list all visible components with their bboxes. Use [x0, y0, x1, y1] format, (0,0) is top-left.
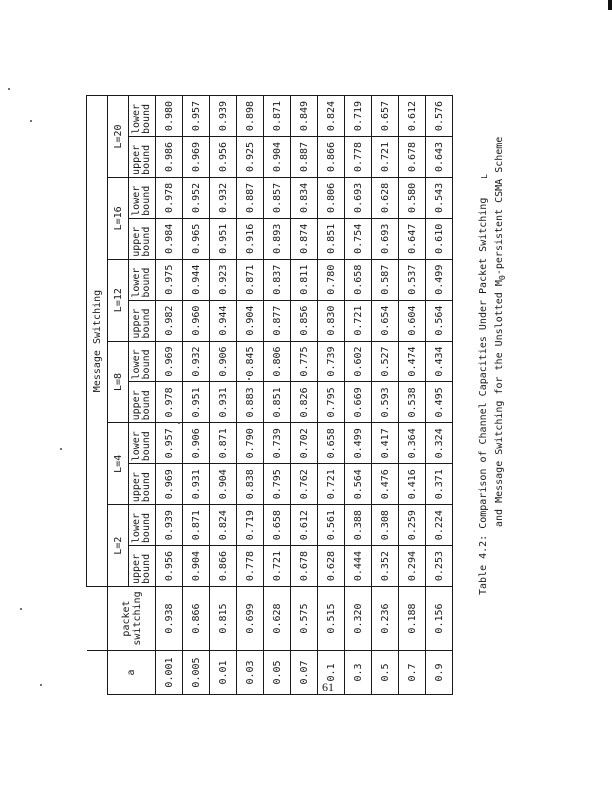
header-lower-bound: [129, 96, 156, 137]
cell-upper-bound: 0.951: [183, 382, 210, 423]
cell-upper-bound: 0.778: [345, 137, 372, 178]
cell-lower-bound: 0.957: [183, 96, 210, 137]
cell-upper-bound: 0.778: [237, 546, 264, 587]
cell-packet-switching: 0.320: [345, 587, 372, 651]
header-L-group: L=4: [108, 423, 129, 505]
cell-packet-switching: 0.866: [183, 587, 210, 651]
cell-upper-bound: 0.721: [345, 300, 372, 341]
cell-upper-bound: 0.984: [156, 218, 183, 259]
header-bound-word: bound: [141, 185, 152, 216]
caption-line-1: Table 4.2: Comparison of Channel Capacities Under Packet Switching: [478, 197, 489, 595]
cell-upper-bound: 0.762: [291, 464, 318, 505]
cell-lower-bound: 0.898: [237, 96, 264, 137]
cell-a: 0.001: [156, 651, 183, 695]
cell-packet-switching: 0.188: [399, 587, 426, 651]
cell-lower-bound: 0.871: [210, 423, 237, 464]
header-bound-word: bound: [141, 512, 152, 544]
cell-packet-switching: 0.515: [318, 587, 345, 651]
cell-upper-bound: 0.654: [372, 300, 399, 341]
cell-upper-bound: 0.856: [291, 300, 318, 341]
header-bound-word: bound: [141, 553, 152, 584]
header-L-group: L=8: [108, 341, 129, 423]
header-lower-word: lower: [131, 431, 142, 462]
header-lower-bound: [129, 423, 156, 464]
cell-lower-bound: 0.806: [318, 177, 345, 218]
scan-speck: [20, 608, 22, 610]
rotated-table-page: [86, 95, 526, 695]
caption-line-2-post: -persistent CSMA Scheme: [494, 136, 505, 276]
header-lower-word: lower: [131, 349, 142, 380]
cell-packet-switching: 0.938: [156, 587, 183, 651]
cell-a: 0.07: [291, 651, 318, 695]
header-upper-word: upper: [131, 144, 142, 175]
cell-upper-bound: 0.444: [345, 546, 372, 587]
cell-packet-switching: 0.628: [264, 587, 291, 651]
table-row: [237, 96, 264, 695]
header-packet-switching: [108, 587, 156, 651]
header-upper-bound: [129, 218, 156, 259]
cell-upper-bound: 0.721: [318, 464, 345, 505]
cell-lower-bound: 0.887: [237, 177, 264, 218]
cell-lower-bound: 0.308: [372, 505, 399, 546]
cell-a: 0.7: [399, 651, 426, 695]
table-row: [372, 96, 399, 695]
header-row-top: [87, 96, 108, 695]
cell-lower-bound: 0.543: [426, 177, 453, 218]
cell-a: 0.01: [210, 651, 237, 695]
cell-upper-bound: 0.721: [264, 546, 291, 587]
header-bound-word: bound: [141, 431, 152, 462]
cell-lower-bound: 0.975: [156, 259, 183, 300]
cell-lower-bound: 0.602: [345, 341, 372, 382]
page-number: 61: [322, 680, 334, 694]
scan-speck: [40, 684, 42, 686]
header-a: a: [108, 651, 156, 695]
cell-upper-bound: 0.669: [345, 382, 372, 423]
cell-lower-bound: 0.952: [183, 177, 210, 218]
table-row: [345, 96, 372, 695]
cell-lower-bound: 0.364: [399, 423, 426, 464]
cell-lower-bound: 0.576: [426, 96, 453, 137]
cell-lower-bound: 0.939: [156, 505, 183, 546]
scan-speck: [248, 378, 250, 380]
header-upper-word: upper: [131, 226, 142, 257]
cell-upper-bound: 0.904: [183, 546, 210, 587]
cell-lower-bound: 0.719: [237, 505, 264, 546]
cell-upper-bound: 0.960: [183, 300, 210, 341]
margin-mark: L: [479, 174, 489, 179]
cell-upper-bound: 0.916: [237, 218, 264, 259]
header-L-group: L=20: [108, 96, 129, 178]
cell-lower-bound: 0.906: [210, 341, 237, 382]
cell-lower-bound: 0.580: [399, 177, 426, 218]
cell-lower-bound: 0.612: [399, 96, 426, 137]
cell-lower-bound: 0.857: [264, 177, 291, 218]
header-lower-bound: [129, 259, 156, 300]
header-blank: [87, 587, 108, 651]
table-row: [156, 96, 183, 695]
cell-upper-bound: 0.925: [237, 137, 264, 178]
header-upper-bound: [129, 464, 156, 505]
cell-upper-bound: 0.495: [426, 382, 453, 423]
cell-upper-bound: 0.647: [399, 218, 426, 259]
cell-lower-bound: 0.932: [210, 177, 237, 218]
caption-line-2-pre: and Message Switching for the Unslotted M: [494, 280, 505, 527]
cell-lower-bound: 0.657: [372, 96, 399, 137]
cell-upper-bound: 0.604: [399, 300, 426, 341]
cell-a: 0.03: [237, 651, 264, 695]
header-upper-bound: [129, 300, 156, 341]
cell-upper-bound: 0.904: [210, 464, 237, 505]
cell-upper-bound: 0.476: [372, 464, 399, 505]
cell-lower-bound: 0.780: [318, 259, 345, 300]
cell-upper-bound: 0.693: [372, 218, 399, 259]
cell-upper-bound: 0.678: [291, 546, 318, 587]
header-blank: [87, 651, 108, 695]
cell-lower-bound: 0.527: [372, 341, 399, 382]
header-bound-word: bound: [141, 226, 152, 257]
cell-lower-bound: 0.388: [345, 505, 372, 546]
cell-lower-bound: 0.790: [237, 423, 264, 464]
cell-lower-bound: 0.871: [264, 96, 291, 137]
table-row: [426, 96, 453, 695]
cell-upper-bound: 0.371: [426, 464, 453, 505]
cell-upper-bound: 0.294: [399, 546, 426, 587]
cell-upper-bound: 0.982: [156, 300, 183, 341]
header-upper-word: upper: [131, 553, 142, 584]
cell-lower-bound: 0.837: [264, 259, 291, 300]
cell-lower-bound: 0.499: [345, 423, 372, 464]
cell-lower-bound: 0.628: [372, 177, 399, 218]
table-row: [264, 96, 291, 695]
cell-lower-bound: 0.845: [237, 341, 264, 382]
cell-upper-bound: 0.978: [156, 382, 183, 423]
cell-upper-bound: 0.643: [426, 137, 453, 178]
cell-lower-bound: 0.824: [210, 505, 237, 546]
cell-lower-bound: 0.849: [291, 96, 318, 137]
cell-upper-bound: 0.593: [372, 382, 399, 423]
header-bound-word: bound: [141, 390, 152, 421]
cell-packet-switching: 0.156: [426, 587, 453, 651]
header-packet-line2: switching: [131, 591, 143, 646]
cell-upper-bound: 0.851: [318, 218, 345, 259]
cell-upper-bound: 0.564: [426, 300, 453, 341]
cell-packet-switching: 0.699: [237, 587, 264, 651]
cell-upper-bound: 0.956: [210, 137, 237, 178]
cell-a: 0.3: [345, 651, 372, 695]
header-L-group: L=16: [108, 177, 129, 259]
header-L-group: L=2: [108, 505, 129, 587]
cell-lower-bound: 0.923: [210, 259, 237, 300]
header-upper-bound: [129, 382, 156, 423]
header-bound-word: bound: [141, 308, 152, 339]
cell-upper-bound: 0.352: [372, 546, 399, 587]
table-caption: [476, 95, 510, 595]
header-upper-bound: [129, 137, 156, 178]
cell-upper-bound: 0.883: [237, 382, 264, 423]
scan-speck: [178, 422, 180, 424]
header-upper-word: upper: [131, 472, 142, 503]
cell-upper-bound: 0.951: [210, 218, 237, 259]
cell-upper-bound: 0.830: [318, 300, 345, 341]
cell-upper-bound: 0.893: [264, 218, 291, 259]
caption-subscript: 0: [497, 275, 507, 281]
cell-lower-bound: 0.739: [264, 423, 291, 464]
cell-upper-bound: 0.931: [210, 382, 237, 423]
cell-upper-bound: 0.956: [156, 546, 183, 587]
cell-lower-bound: 0.775: [291, 341, 318, 382]
table-row: [183, 96, 210, 695]
table-body: [156, 96, 453, 695]
header-packet-line1: packet: [120, 600, 132, 637]
cell-lower-bound: 0.739: [318, 341, 345, 382]
cell-lower-bound: 0.932: [183, 341, 210, 382]
cell-lower-bound: 0.719: [345, 96, 372, 137]
cell-upper-bound: 0.965: [183, 218, 210, 259]
cell-lower-bound: 0.824: [318, 96, 345, 137]
cell-lower-bound: 0.693: [345, 177, 372, 218]
cell-packet-switching: 0.815: [210, 587, 237, 651]
cell-a: 0.05: [264, 651, 291, 695]
cell-a: 0.5: [372, 651, 399, 695]
cell-a: 0.9: [426, 651, 453, 695]
cell-lower-bound: 0.658: [345, 259, 372, 300]
cell-lower-bound: 0.702: [291, 423, 318, 464]
header-lower-word: lower: [131, 512, 142, 544]
cell-lower-bound: 0.324: [426, 423, 453, 464]
cell-upper-bound: 0.416: [399, 464, 426, 505]
scan-speck: [30, 120, 32, 122]
cell-upper-bound: 0.838: [237, 464, 264, 505]
cell-upper-bound: 0.866: [318, 137, 345, 178]
scan-speck: [8, 88, 10, 90]
cell-upper-bound: 0.931: [183, 464, 210, 505]
cell-upper-bound: 0.795: [318, 382, 345, 423]
cell-upper-bound: 0.538: [399, 382, 426, 423]
cell-upper-bound: 0.253: [426, 546, 453, 587]
page-edge-mark: [608, 0, 612, 10]
cell-lower-bound: 0.969: [156, 341, 183, 382]
cell-lower-bound: 0.474: [399, 341, 426, 382]
cell-lower-bound: 0.871: [237, 259, 264, 300]
header-lower-word: lower: [131, 103, 142, 135]
cell-lower-bound: 0.612: [291, 505, 318, 546]
header-lower-bound: [129, 177, 156, 218]
header-upper-word: upper: [131, 390, 142, 421]
header-bound-word: bound: [141, 144, 152, 175]
cell-upper-bound: 0.874: [291, 218, 318, 259]
header-lower-bound: [129, 341, 156, 382]
header-lower-word: lower: [131, 185, 142, 216]
cell-upper-bound: 0.564: [345, 464, 372, 505]
cell-upper-bound: 0.986: [156, 137, 183, 178]
cell-upper-bound: 0.610: [426, 218, 453, 259]
scan-speck: [60, 448, 62, 450]
cell-upper-bound: 0.721: [372, 137, 399, 178]
cell-upper-bound: 0.795: [264, 464, 291, 505]
capacity-comparison-table: [86, 95, 453, 695]
cell-lower-bound: 0.980: [156, 96, 183, 137]
cell-lower-bound: 0.658: [264, 505, 291, 546]
header-bound-word: bound: [141, 349, 152, 380]
cell-a: 0.1: [318, 651, 345, 695]
cell-upper-bound: 0.969: [156, 464, 183, 505]
cell-lower-bound: 0.944: [183, 259, 210, 300]
cell-packet-switching: 0.575: [291, 587, 318, 651]
header-message-switching: Message Switching: [87, 96, 108, 587]
cell-upper-bound: 0.904: [264, 137, 291, 178]
header-bound-word: bound: [141, 103, 152, 135]
cell-lower-bound: 0.434: [426, 341, 453, 382]
header-L-group: L=12: [108, 259, 129, 341]
table-row: [399, 96, 426, 695]
table-row: [291, 96, 318, 695]
cell-upper-bound: 0.851: [264, 382, 291, 423]
table-row: [210, 96, 237, 695]
header-bound-word: bound: [141, 472, 152, 503]
cell-upper-bound: 0.904: [237, 300, 264, 341]
cell-lower-bound: 0.537: [399, 259, 426, 300]
table-row: [318, 96, 345, 695]
cell-upper-bound: 0.944: [210, 300, 237, 341]
cell-lower-bound: 0.811: [291, 259, 318, 300]
header-lower-word: lower: [131, 267, 142, 298]
cell-upper-bound: 0.866: [210, 546, 237, 587]
caption-line-2: [492, 95, 510, 595]
cell-lower-bound: 0.499: [426, 259, 453, 300]
rotated-content: [86, 95, 526, 695]
cell-lower-bound: 0.417: [372, 423, 399, 464]
cell-lower-bound: 0.957: [156, 423, 183, 464]
header-bound-word: bound: [141, 267, 152, 298]
header-upper-bound: [129, 546, 156, 587]
header-upper-word: upper: [131, 308, 142, 339]
cell-upper-bound: 0.887: [291, 137, 318, 178]
cell-upper-bound: 0.628: [318, 546, 345, 587]
cell-lower-bound: 0.906: [183, 423, 210, 464]
header-lower-bound: [129, 505, 156, 546]
cell-lower-bound: 0.978: [156, 177, 183, 218]
cell-lower-bound: 0.658: [318, 423, 345, 464]
cell-upper-bound: 0.678: [399, 137, 426, 178]
cell-lower-bound: 0.259: [399, 505, 426, 546]
header-row-L: [108, 96, 129, 695]
cell-upper-bound: 0.826: [291, 382, 318, 423]
cell-a: 0.005: [183, 651, 210, 695]
cell-lower-bound: 0.871: [183, 505, 210, 546]
cell-upper-bound: 0.877: [264, 300, 291, 341]
cell-lower-bound: 0.834: [291, 177, 318, 218]
cell-upper-bound: 0.754: [345, 218, 372, 259]
cell-lower-bound: 0.806: [264, 341, 291, 382]
cell-lower-bound: 0.587: [372, 259, 399, 300]
cell-packet-switching: 0.236: [372, 587, 399, 651]
cell-lower-bound: 0.939: [210, 96, 237, 137]
cell-lower-bound: 0.224: [426, 505, 453, 546]
cell-upper-bound: 0.969: [183, 137, 210, 178]
cell-lower-bound: 0.561: [318, 505, 345, 546]
